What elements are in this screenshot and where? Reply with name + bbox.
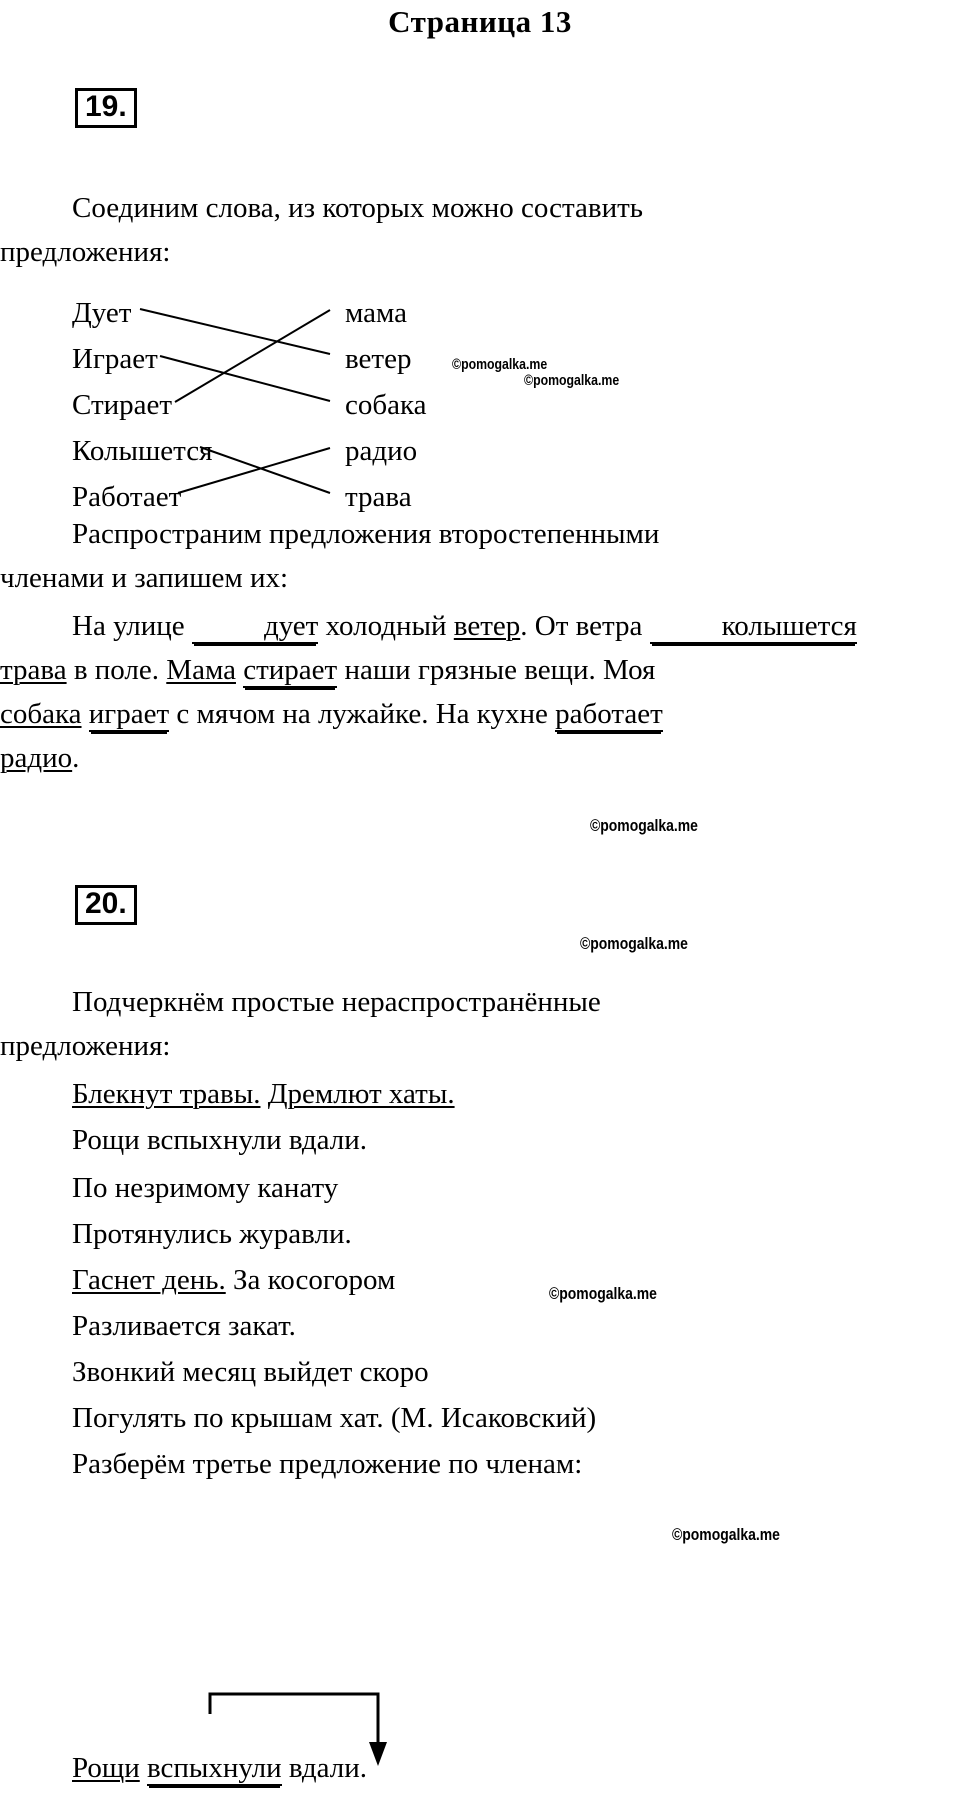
task19-answer-line2 [0, 648, 900, 692]
watermark: ©pomogalka.me [672, 1525, 780, 1544]
poem-line-4: Протянулись журавли. [72, 1218, 352, 1250]
predicate-word: колышется [650, 612, 857, 644]
match-right-item[interactable]: мама [345, 297, 408, 329]
task-number-20: 20. [75, 885, 137, 925]
predicate-word: играет [88, 698, 170, 730]
predicate-word: стирает [243, 654, 338, 686]
task19-answer-line1 [0, 604, 900, 648]
match-right-item[interactable]: трава [345, 481, 412, 513]
subject-word: ветер [453, 610, 521, 642]
answer-text: холодный [318, 610, 454, 642]
watermark: ©pomogalka.me [590, 816, 698, 835]
analysis-sentence [72, 1752, 367, 1786]
poem-line-6: Разливается закат. [72, 1310, 296, 1342]
answer-text: На улице [72, 610, 192, 642]
match-right-item[interactable]: радио [345, 435, 418, 467]
simple-sentence: Блекнут травы. [72, 1078, 261, 1110]
matching-right-column [345, 290, 427, 520]
period: . [359, 1752, 367, 1784]
poem-line-5 [72, 1258, 960, 1302]
poem-line-7: Звонкий месяц выйдет скоро [72, 1356, 429, 1388]
subject-word: Мама [166, 654, 236, 686]
task19-intro-line2: предложения: [0, 236, 171, 268]
simple-sentence: Гаснет день. [72, 1264, 226, 1296]
match-left-item[interactable]: Играет [72, 343, 158, 375]
subject-word: трава [0, 654, 67, 686]
task-number-19: 19. [75, 88, 137, 128]
task19-instruction-line1: Распространим предложения второстепенными [72, 518, 660, 550]
poem-line-8: Погулять по крышам хат. (М. Исаковский) [72, 1402, 597, 1434]
poem-text: За косогором [225, 1264, 396, 1296]
subject-word: радио [0, 742, 73, 774]
task20-analysis-instruction: Разберём третье предложение по членам: [72, 1448, 583, 1480]
sentence-parse-diagram [0, 1690, 560, 1800]
task19-answer-line3 [0, 692, 900, 736]
matching-left-column [72, 290, 212, 520]
poem-gap [260, 1078, 267, 1110]
answer-text: . [72, 742, 80, 774]
simple-sentence: Дремлют хаты. [267, 1078, 455, 1110]
match-left-item[interactable]: Колышется [72, 435, 213, 467]
match-right-item[interactable]: собака [345, 389, 427, 421]
adverbial-word: вдали [288, 1752, 360, 1784]
poem-line-1 [72, 1072, 960, 1116]
match-left-item[interactable]: Дует [72, 297, 132, 329]
predicate-word: дует [192, 612, 318, 644]
poem-line-3: По незримому канату [72, 1172, 339, 1204]
subject-word: собака [0, 698, 82, 730]
answer-text: наши грязные вещи. Моя [337, 654, 656, 686]
match-left-item[interactable]: Стирает [72, 389, 173, 421]
page-title: Страница 13 [388, 4, 572, 39]
answer-text [82, 698, 89, 730]
answer-text: в поле. [66, 654, 167, 686]
match-right-item[interactable]: ветер [345, 343, 412, 375]
predicate-word: работает [555, 698, 663, 730]
watermark: ©pomogalka.me [580, 934, 688, 953]
predicate-word: вспыхнули [147, 1752, 282, 1784]
word-matching-exercise [0, 284, 560, 514]
task19-intro-line1: Соединим слова, из которых можно составить [72, 192, 644, 224]
watermark: ©pomogalka.me [549, 1284, 657, 1303]
task19-instruction-line2: членами и запишем их: [0, 562, 289, 594]
task19-answer-line4 [0, 736, 900, 780]
answer-text: с мячом на лужайке. На кухне [169, 698, 556, 730]
answer-text: . От ветра [520, 610, 650, 642]
watermark: ©pomogalka.me [524, 372, 620, 389]
subject-word: Рощи [72, 1752, 140, 1784]
watermark: ©pomogalka.me [452, 356, 548, 373]
task20-intro-line1: Подчеркнём простые нераспространённые [72, 986, 601, 1018]
answer-text [236, 654, 243, 686]
task20-intro-line2: предложения: [0, 1030, 171, 1062]
poem-line-2: Рощи вспыхнули вдали. [72, 1124, 367, 1156]
match-left-item[interactable]: Работает [72, 481, 182, 513]
